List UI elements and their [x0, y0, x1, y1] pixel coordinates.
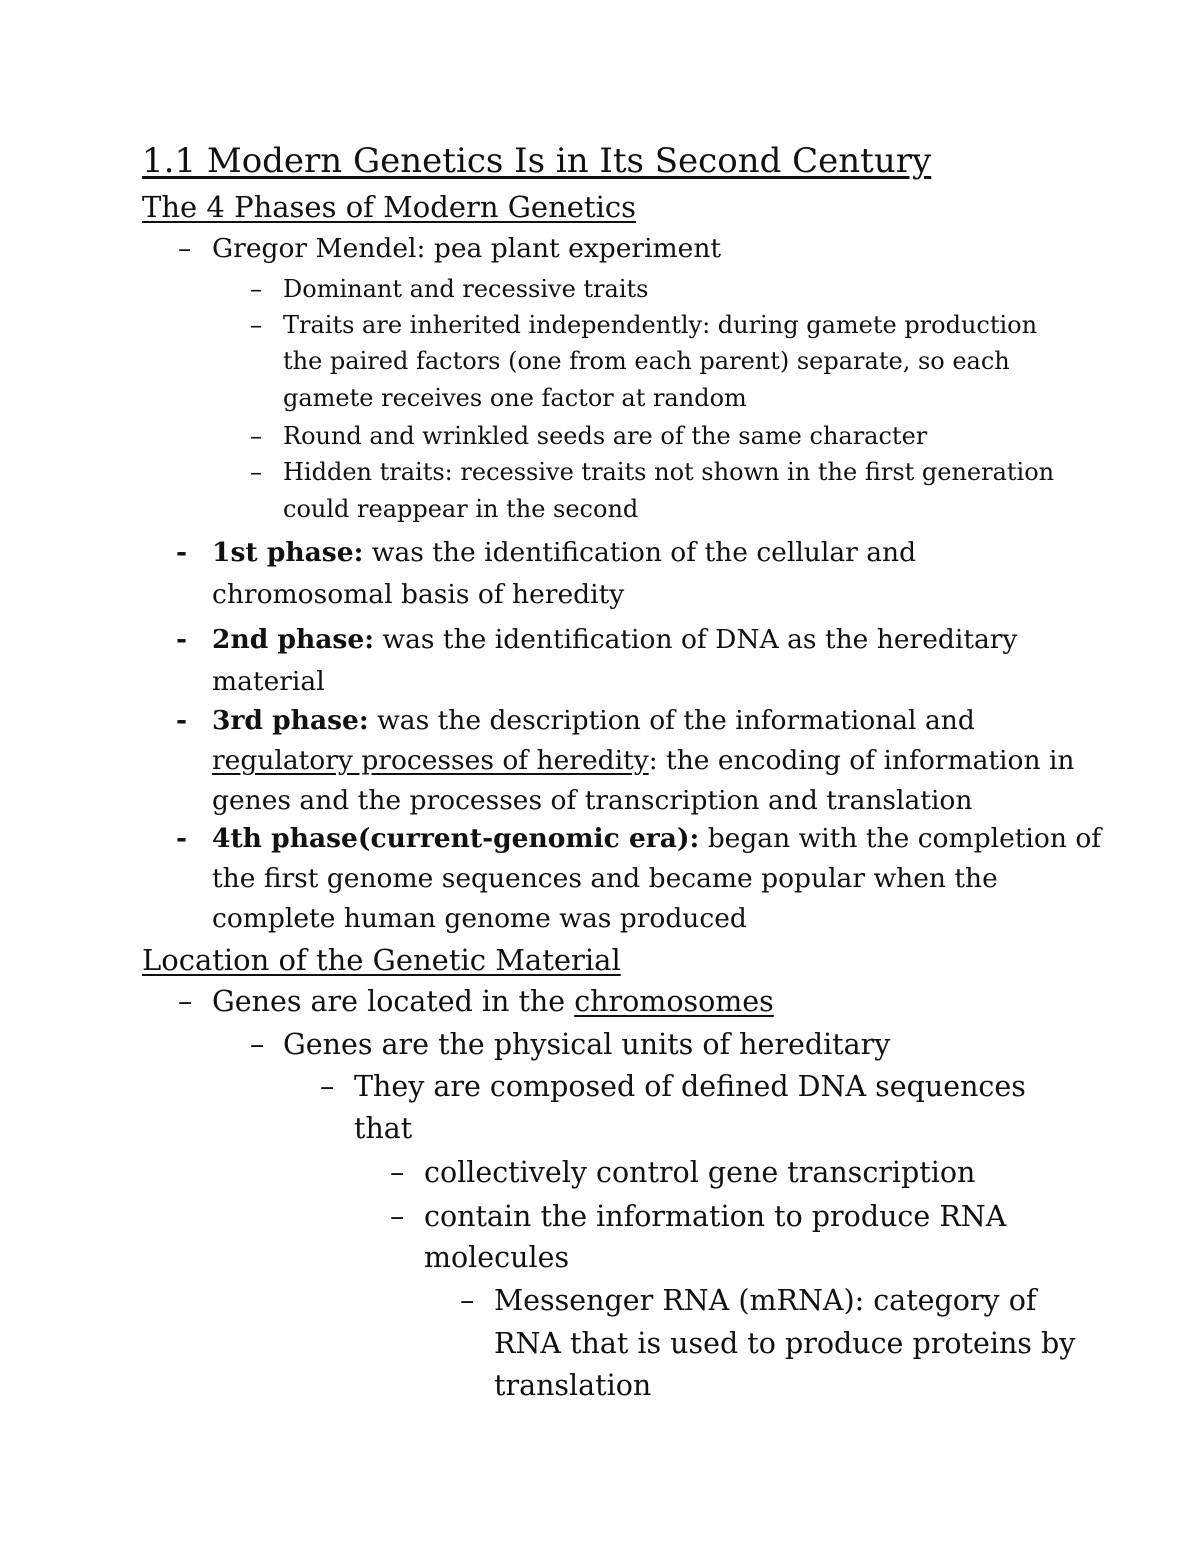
phase-2	[212, 624, 1018, 655]
phase-1-continued: chromosomal basis of heredity	[212, 579, 625, 610]
phase-2-continued: material	[212, 666, 325, 697]
item-text: Genes are located in the	[212, 985, 575, 1018]
phase-text: was the identification of the cellular and	[363, 537, 917, 568]
list-item-continued: gamete receives one factor at random	[283, 384, 747, 412]
section-heading-phases: The 4 Phases of Modern Genetics	[142, 190, 636, 224]
mendel-item: Gregor Mendel: pea plant experiment	[212, 233, 722, 264]
bullet-dash: –	[320, 1070, 335, 1103]
list-item-continued: molecules	[424, 1241, 570, 1274]
genes-location-item	[212, 985, 774, 1018]
section-heading-location: Location of the Genetic Material	[142, 943, 621, 977]
bullet-dash: -	[176, 823, 187, 854]
bullet-dash: –	[250, 275, 262, 303]
phase-4	[212, 823, 1102, 854]
list-item: contain the information to produce RNA	[424, 1200, 1007, 1233]
phase-3	[212, 705, 975, 736]
list-item-continued: translation	[494, 1369, 652, 1402]
bullet-dash: –	[178, 985, 193, 1018]
list-item-continued: the paired factors (one from each parent) separate, so each	[283, 347, 1010, 375]
list-item: They are composed of defined DNA sequences	[354, 1070, 1026, 1103]
list-item: Genes are the physical units of hereditary	[283, 1028, 891, 1061]
underlined-term: chromosomes	[574, 985, 774, 1018]
list-item: Hidden traits: recessive traits not shown in the first generation	[283, 458, 1055, 486]
phase-label: 3rd phase:	[212, 705, 369, 736]
phase-label: 2nd phase:	[212, 624, 374, 655]
bullet-dash: –	[390, 1200, 405, 1233]
bullet-dash: -	[176, 537, 187, 568]
bullet-dash: –	[250, 458, 262, 486]
list-item-continued: that	[354, 1112, 413, 1145]
list-item-continued: could reappear in the second	[283, 495, 639, 523]
list-item: Round and wrinkled seeds are of the same character	[283, 422, 928, 450]
bullet-dash: –	[250, 1028, 265, 1061]
bullet-dash: –	[390, 1156, 405, 1189]
list-item: Messenger RNA (mRNA): category of	[494, 1284, 1037, 1317]
phase-1	[212, 537, 917, 568]
phase-3-continued: genes and the processes of transcription and translation	[212, 785, 973, 816]
bullet-dash: –	[250, 422, 262, 450]
list-item-continued: RNA that is used to produce proteins by	[494, 1327, 1076, 1360]
list-item: collectively control gene transcription	[424, 1156, 976, 1189]
phase-label: 4th phase(current-genomic era):	[212, 823, 700, 854]
phase-text: was the identification of DNA as the hereditary	[374, 624, 1018, 655]
phase-text: was the description of the informational and	[368, 705, 975, 736]
bullet-dash: –	[460, 1284, 475, 1317]
phase-4-continued: the first genome sequences and became popular when the	[212, 863, 998, 894]
bullet-dash: -	[176, 624, 187, 655]
page-title: 1.1 Modern Genetics Is in Its Second Century	[142, 141, 932, 181]
bullet-dash: –	[250, 311, 262, 339]
phase-text: : the encoding of information in	[648, 745, 1075, 776]
phase-4-continued: complete human genome was produced	[212, 903, 747, 934]
phase-3-continued	[212, 745, 1075, 776]
underlined-term: regulatory processes of heredity	[212, 745, 649, 776]
bullet-dash: –	[178, 233, 192, 264]
phase-label: 1st phase:	[212, 537, 364, 568]
list-item: Traits are inherited independently: during gamete production	[283, 311, 1038, 339]
phase-text: began with the completion of	[699, 823, 1102, 854]
bullet-dash: -	[176, 705, 187, 736]
list-item: Dominant and recessive traits	[283, 275, 649, 303]
